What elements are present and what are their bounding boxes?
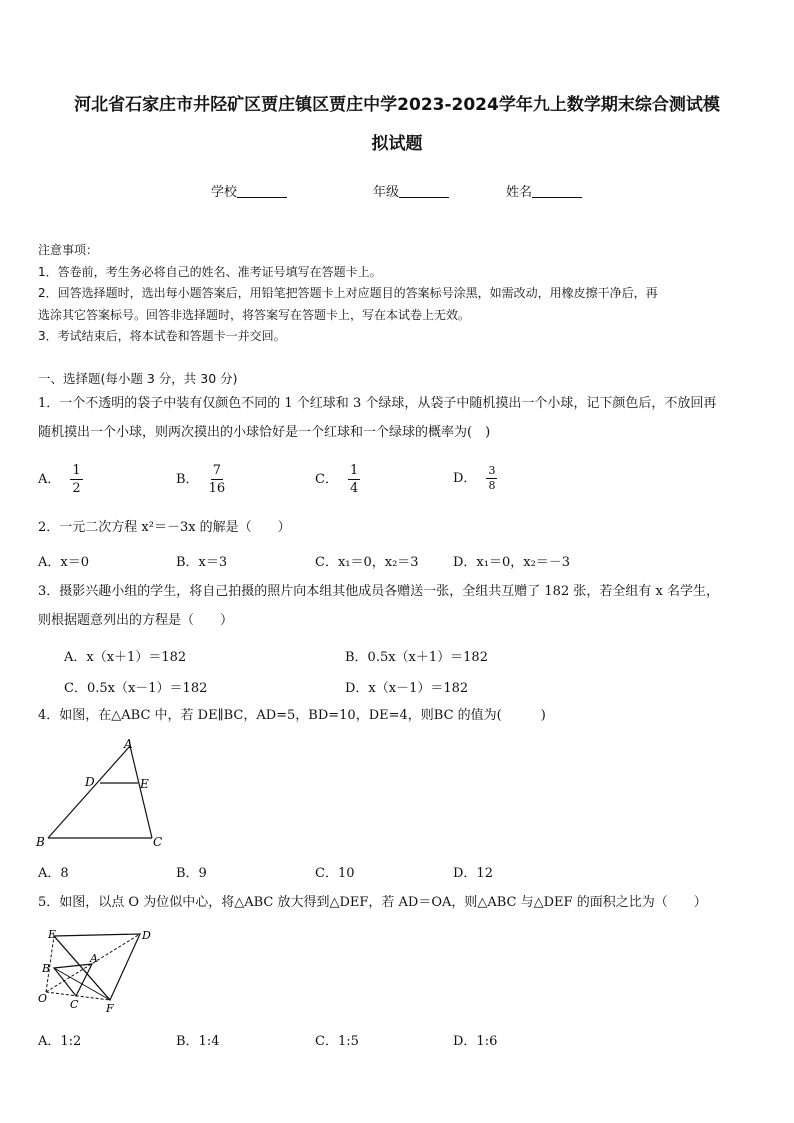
q1-b-num: 7 (212, 463, 221, 478)
q3-line2: 则根据题意列出的方程是（ ） (38, 613, 234, 628)
q2-option-b[interactable]: B．x＝3 (176, 555, 228, 570)
q3-line1: 3．摄影兴趣小组的学生，将自己拍摄的照片向本组其他成员各赠送一张，全组共互赠了 182 张，若全组有 x 名学生， (38, 584, 719, 599)
q1-option-d[interactable] (453, 464, 497, 493)
q5-option-b[interactable]: B．1:4 (176, 1034, 220, 1049)
q2-option-a[interactable]: A．x＝0 (38, 555, 89, 570)
q3-option-b[interactable]: B．0.5x（x＋1）＝182 (345, 650, 488, 665)
q1-option-c[interactable] (315, 462, 360, 497)
notes-block (38, 240, 760, 348)
q3-option-c[interactable]: C．0.5x（x－1）＝182 (64, 681, 208, 696)
section-heading: 一、选择题(每小题 3 分，共 30 分) (38, 371, 238, 386)
q2-stem: 2．一元二次方程 x²＝－3x 的解是（ ） (38, 520, 291, 535)
q4-stem: 4．如图，在△ABC 中，若 DE∥BC，AD=5，BD=10，DE=4，则BC 的值为( ) (38, 708, 546, 723)
q1-line2: 随机摸出一个小球，则两次摸出的小球恰好是一个红球和一个绿球的概率为( ) (38, 425, 491, 440)
grade-label: 年级 (373, 185, 400, 200)
q5-label-a: A (90, 952, 98, 965)
q5-label-c: C (70, 998, 79, 1011)
q5-line-bf (54, 968, 110, 1000)
q1-d-num: 3 (488, 464, 496, 477)
q5-label-b: B (42, 962, 51, 975)
question-1 (38, 389, 760, 447)
note-item-2: 2．回答选择题时，选出每小题答案后，用铅笔把答题卡上对应题目的答案标号涂黑，如需改动，用橡皮擦干净后，再 (38, 286, 658, 300)
q5-option-d[interactable]: D．1:6 (453, 1034, 498, 1049)
q4-option-c[interactable]: C．10 (315, 866, 355, 881)
q4-triangle-figure (30, 732, 180, 852)
note-item-2-cont: 选涂其它答案标号。回答非选择题时，将答案写在答题卡上，写在本试卷上无效。 (38, 307, 471, 322)
q1-a-den: 2 (72, 481, 81, 496)
question-3 (38, 577, 760, 635)
q1-d-den: 8 (488, 479, 496, 492)
q1-a-num: 1 (72, 463, 81, 478)
grade-blank[interactable] (399, 185, 449, 198)
q4-edge-ab (48, 746, 130, 838)
notes-heading: 注意事项： (38, 243, 99, 257)
name-blank[interactable] (532, 185, 582, 198)
note-item-3: 3．考试结束后，将本试卷和答题卡一并交回。 (38, 329, 286, 343)
q3-option-a[interactable]: A．x（x＋1）＝182 (64, 650, 187, 665)
school-field[interactable] (211, 181, 287, 200)
q4-label-d: D (85, 775, 95, 789)
q1-a-fraction (70, 462, 82, 497)
q5-line-ef (54, 936, 110, 1000)
q5-label-f: F (106, 1002, 114, 1015)
q5-label-e: E (48, 928, 57, 941)
q1-c-den: 4 (349, 481, 359, 496)
q4-option-b[interactable]: B．9 (176, 866, 207, 881)
q4-label-c: C (153, 835, 163, 849)
q5-triangle-abc (54, 964, 92, 996)
q5-stem: 5．如图，以点 O 为位似中心，将△ABC 放大得到△DEF，若 AD＝OA，则△ABC 与△DEF 的面积之比为（ ） (38, 895, 707, 910)
q1-line1: 1．一个不透明的袋子中装有仅颜色不同的 1 个红球和 3 个绿球，从袋子中随机摸出一个小球，记下颜色后，不放回再 (38, 396, 717, 411)
q4-edge-ac (130, 746, 152, 838)
q5-similar-triangles-figure (34, 924, 164, 1016)
grade-field[interactable] (373, 181, 449, 200)
note-item-1: 1．答卷前，考生务必将自己的姓名、准考证号填写在答题卡上。 (38, 264, 382, 279)
q1-a-letter: A． (38, 472, 61, 487)
q1-b-letter: B． (176, 472, 199, 487)
q1-option-a[interactable] (38, 462, 83, 497)
exam-title-line1: 河北省石家庄市井陉矿区贾庄镇区贾庄中学2023-2024学年九上数学期末综合测试模 (74, 95, 720, 115)
q1-c-letter: C． (315, 472, 338, 487)
q4-label-b: B (36, 835, 45, 849)
q4-label-e: E (140, 777, 149, 791)
q3-option-d[interactable]: D．x（x－1）＝182 (345, 681, 469, 696)
name-field[interactable] (506, 181, 582, 200)
q1-b-den: 16 (208, 481, 226, 496)
q1-c-num: 1 (349, 463, 359, 478)
q1-d-fraction (486, 464, 497, 493)
q5-option-c[interactable]: C．1:5 (315, 1034, 359, 1049)
q1-option-b[interactable] (176, 462, 225, 497)
q1-b-fraction (209, 462, 226, 497)
q4-option-a[interactable]: A．8 (38, 866, 69, 881)
q5-label-o: O (38, 992, 48, 1005)
q5-option-a[interactable]: A．1:2 (38, 1034, 82, 1049)
school-label: 学校 (211, 185, 238, 200)
school-blank[interactable] (237, 185, 287, 198)
q4-label-a: A (124, 737, 133, 751)
q2-option-c[interactable]: C．x₁＝0，x₂＝3 (315, 555, 419, 570)
exam-title-line2: 拟试题 (371, 134, 423, 154)
name-label: 姓名 (506, 185, 533, 200)
q4-option-d[interactable]: D．12 (453, 866, 493, 881)
q1-c-fraction (348, 462, 360, 497)
q2-option-d[interactable]: D．x₁＝0，x₂＝－3 (453, 555, 571, 570)
q5-label-d: D (142, 929, 151, 942)
q1-d-letter: D． (453, 471, 477, 486)
